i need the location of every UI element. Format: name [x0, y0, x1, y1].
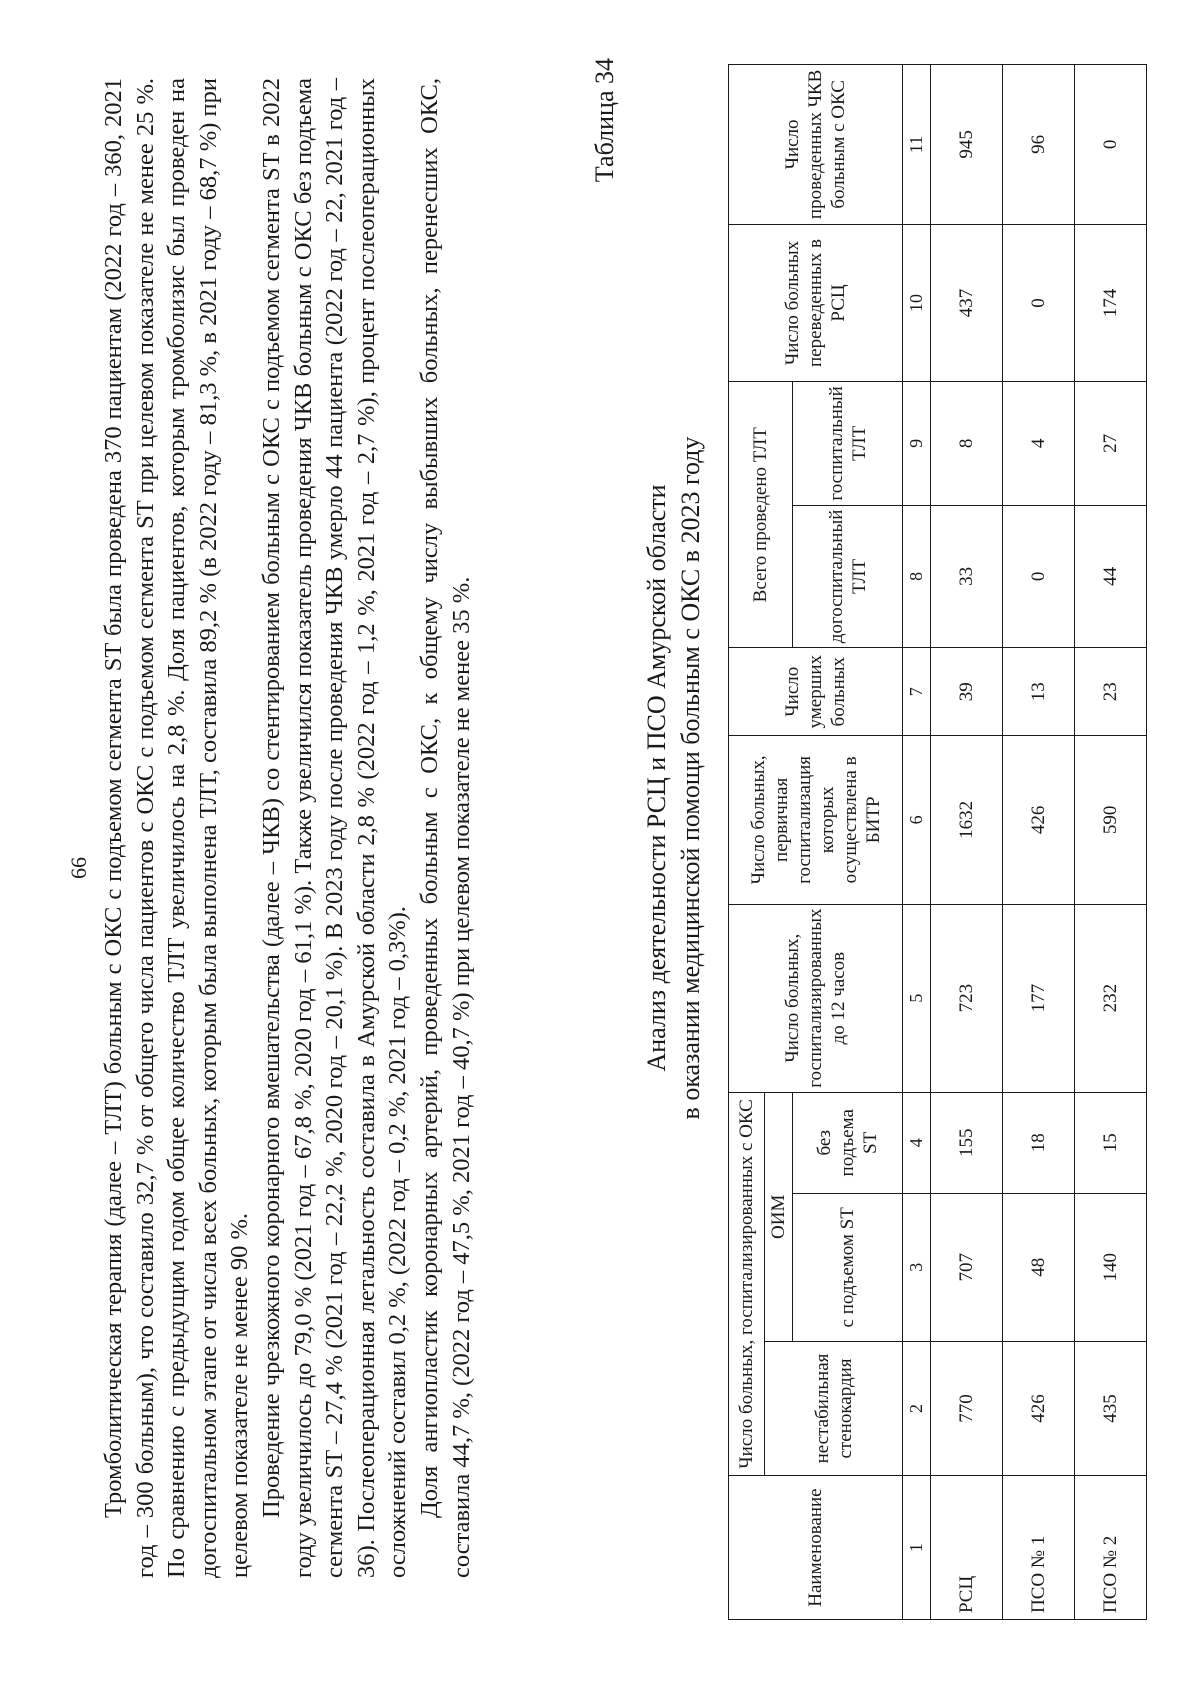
table-row-pso-1: [1003, 65, 1075, 1620]
table-cell: 96: [1003, 65, 1075, 225]
table-cell: 27: [1075, 382, 1147, 505]
table-cell: 770: [931, 1341, 1003, 1475]
header-oim: ОИМ: [765, 1092, 793, 1341]
header-tlt-hospital: госпитальный ТЛТ: [793, 382, 903, 505]
table-cell: 945: [931, 65, 1003, 225]
table-cell: 723: [931, 904, 1003, 1092]
header-tlt-prehospital: догоспитальный ТЛТ: [793, 505, 903, 648]
table-cell: 15: [1075, 1092, 1147, 1193]
table-cell: 177: [1003, 904, 1075, 1092]
table-cell: 426: [1003, 736, 1075, 904]
table-title-line-1: Анализ деятельности РСЦ и ПСО Амурской области: [642, 484, 671, 1072]
table-cell: 0: [1003, 505, 1075, 648]
header-no-st-elevation: без подъема ST: [793, 1092, 903, 1193]
table-title-line-2: в оказании медицинской помощи больным с ОКС в 2023 году: [676, 436, 705, 1120]
header-transferred: Число больных переведенных в РСЦ: [729, 224, 903, 381]
header-st-elevation: с подъемом ST: [793, 1193, 903, 1341]
column-number: 8: [903, 505, 931, 648]
header-pci: Число проведенных ЧКВ больным с ОКС: [729, 65, 903, 225]
table-cell: 48: [1003, 1193, 1075, 1341]
row-name: РСЦ: [931, 1476, 1003, 1620]
column-numbers-row: [903, 65, 931, 1620]
column-number: 1: [903, 1476, 931, 1620]
body-text: [98, 78, 477, 1578]
column-number: 6: [903, 736, 931, 904]
table-cell: 437: [931, 224, 1003, 381]
table-cell: 1632: [931, 736, 1003, 904]
table-row-pso-2: [1075, 65, 1147, 1620]
column-number: 10: [903, 224, 931, 381]
header-hospitalized-12h: Число больных, госпитализированных до 12 часов: [729, 904, 903, 1092]
column-number: 11: [903, 65, 931, 225]
table-cell: 39: [931, 648, 1003, 736]
row-name: ПСО № 2: [1075, 1476, 1147, 1620]
column-number: 2: [903, 1341, 931, 1475]
table-caption: Таблица 34: [590, 58, 619, 183]
table-cell: 13: [1003, 648, 1075, 736]
table-cell: 174: [1075, 224, 1147, 381]
paragraph-tlt: Тромболитическая терапия (далее – ТЛТ) больным с ОКС с подъемом сегмента ST была проведена 370 пациентам (2022 год – 360, 2021 год – 300 больным), что составило 32,7 % от общего числа пациентов с ОКС с подъемом сегмента ST при целевом показателе не менее 25 %. По сравнению с предыдущим годом общее количество ТЛТ увеличилось на 2,8 %. Доля пациентов, которым тромболизис был проведен на догоспитальном этапе от числа всех больных, которым была выполнена ТЛТ, составила 89,2 % (в 2022 году – 81,3 %, в 2021 году – 68,7 %) при целевом показателе не менее 90 %.: [100, 78, 254, 1578]
table-cell: 18: [1003, 1092, 1075, 1193]
paragraph-angioplasty: Доля ангиопластик коронарных артерий, проведенных больным с ОКС, к общему числу выбывших больных, перенесших ОКС, составила 44,7 %, (2022 год – 47,5 %, 2021 год – 40,7 %) при целевом показателе не менее 35 %.: [415, 78, 475, 1578]
table-cell: 435: [1075, 1341, 1147, 1475]
table-cell: 426: [1003, 1341, 1075, 1475]
header-deaths: Число умерших больных: [729, 648, 903, 736]
table-cell: 232: [1075, 904, 1147, 1092]
header-name: Наименование: [729, 1476, 903, 1620]
table-row-rsc: [931, 65, 1003, 1620]
column-number: 3: [903, 1193, 931, 1341]
table-cell: 0: [1003, 224, 1075, 381]
row-name: ПСО № 1: [1003, 1476, 1075, 1620]
table-cell: 0: [1075, 65, 1147, 225]
table-cell: 590: [1075, 736, 1147, 904]
header-bitr: Число больных, первичная госпитализация которых осуществлена в БИТР: [729, 736, 903, 904]
page-number: 66: [66, 857, 91, 879]
table-cell: 155: [931, 1092, 1003, 1193]
table-cell: 4: [1003, 382, 1075, 505]
table-cell: 33: [931, 505, 1003, 648]
column-number: 4: [903, 1092, 931, 1193]
column-number: 9: [903, 382, 931, 505]
header-tlt-total: Всего проведено ТЛТ: [729, 382, 793, 648]
table-cell: 140: [1075, 1193, 1147, 1341]
data-table: [728, 64, 1147, 1620]
column-number: 7: [903, 648, 931, 736]
header-hospitalized-oks: Число больных, госпитализированных с ОКС: [729, 1092, 765, 1475]
table-cell: 23: [1075, 648, 1147, 736]
header-unstable-angina: нестабильная стенокардия: [765, 1341, 903, 1475]
table-title: [640, 38, 708, 1518]
column-number: 5: [903, 904, 931, 1092]
table-cell: 44: [1075, 505, 1147, 648]
paragraph-pci: Проведение чрезкожного коронарного вмешательства (далее – ЧКВ) со стентированием больным с ОКС с подъемом сегмента ST в 2022 году увеличилось до 79,0 % (2021 год – 67,8 %, 2020 год – 61,1 %). Также увеличился показатель проведения ЧКВ больным с ОКС без подъема сегмента ST – 27,4 % (2021 год – 22,2 %, 2020 год – 20,1 %). В 2023 году после проведения ЧКВ умерло 44 пациента (2022 год – 22, 2021 год – 36). Послеоперационная летальность составила в Амурской области 2,8 % (2022 год – 1,2 %, 2021 год – 2,7 %), процент послеоперационных осложнений составил 0,2 %, (2022 год – 0,2 %, 2021 год – 0,3%).: [257, 78, 412, 1578]
table-cell: 8: [931, 382, 1003, 505]
table-cell: 707: [931, 1193, 1003, 1341]
